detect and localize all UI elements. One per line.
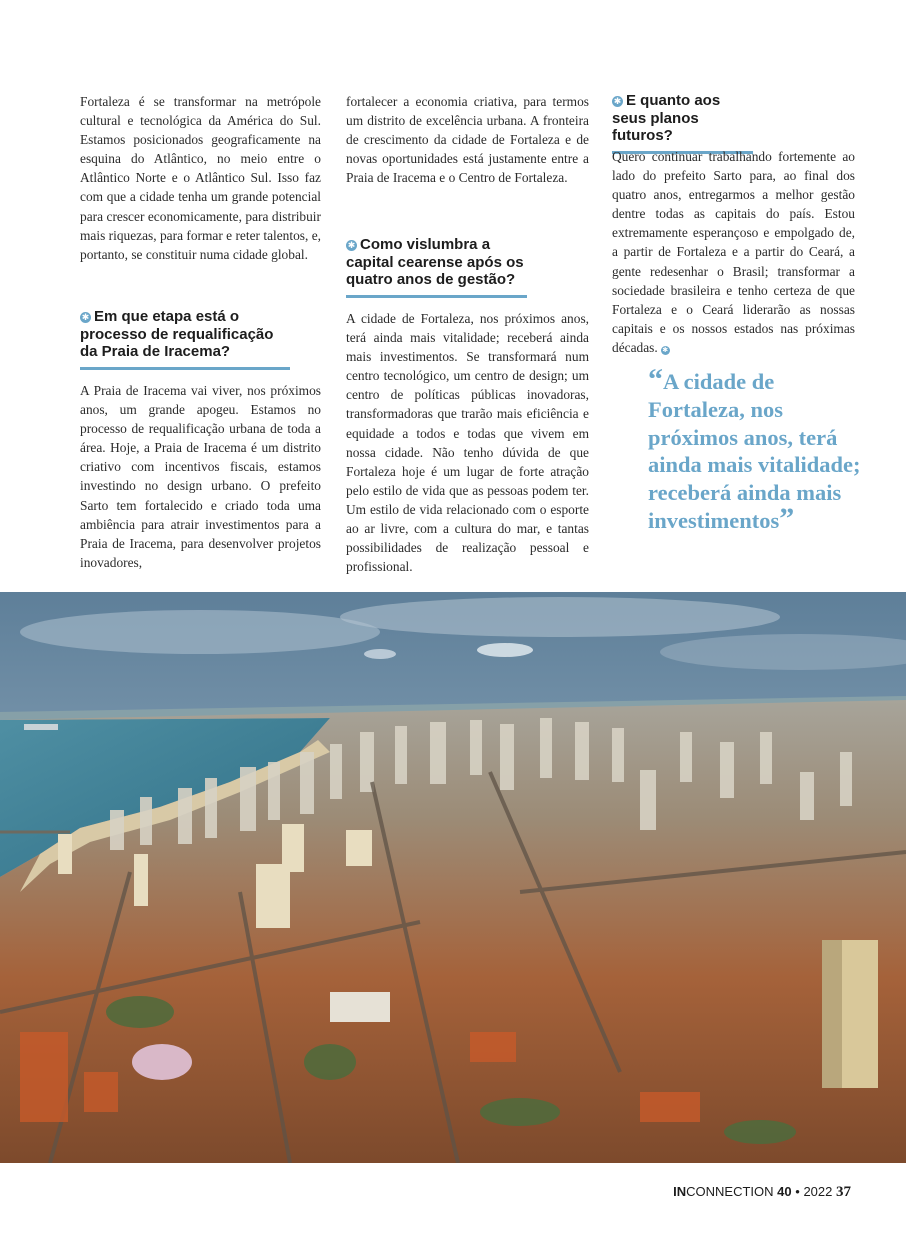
col1-intro-paragraph: Fortaleza é se transformar na metrópole cultural e tecnológica da América do Sul. Estamos posicionados geograficamente na esquina do Atlântico, no meio entre o Atlântico Norte e o Atlântico Sul. Isso faz com que a cidade tenha um grande potencial para crescer economicamente, para distribuir mais riquezas, para formar e reter talentos, e, portanto, se constituir numa cidade global. bbox=[80, 94, 321, 262]
question-3-heading bbox=[612, 92, 753, 154]
page-number: 37 bbox=[836, 1184, 851, 1200]
question-1-heading bbox=[80, 308, 290, 370]
col2-intro-paragraph: fortalecer a economia criativa, para termos um distrito de excelência urbana. A fronteira de crescimento da cidade de Fortaleza e de novas oportunidades está justamente entre a Praia de Iracema e o Centro de Fortaleza. bbox=[346, 94, 589, 186]
issue-number: 40 bbox=[777, 1184, 792, 1199]
column-1 bbox=[80, 92, 321, 264]
column-2-answer bbox=[346, 309, 589, 576]
question-2-answer: A cidade de Fortaleza, nos próximos anos, terá ainda mais vitalidade; receberá ainda mais investimentos. Se transformará num centro tecnológico, um centro de design; um centro de políticas públicas inovadoras, transformadoras que trarão mais eficiência e equidade a todos e todas que vivem em nossa cidade. Não tenho dúvida de que Fortaleza hoje é um lugar de forte atração pelo estilo de vida que as pessoas podem ter. Um estilo de vida relacionado com o esporte ao ar livre, com a cultura do mar, e tantas possibilidades de realização pessoal e profissional. bbox=[346, 311, 589, 575]
question-2-heading bbox=[346, 236, 527, 298]
star-bullet-icon: ✱ bbox=[81, 312, 90, 322]
pull-quote-text: A cidade de Fortaleza, nos próximos anos, terá ainda mais vitalidade; receberá ainda mais investimentos bbox=[648, 369, 861, 533]
brand-in: IN bbox=[673, 1184, 687, 1199]
pull-quote bbox=[648, 363, 868, 535]
question-2-rule bbox=[346, 295, 527, 298]
brand-connection: CONNECTION bbox=[686, 1184, 774, 1199]
question-3-answer: Quero continuar trabalhando fortemente ao lado do prefeito Sarto para, ao final dos quatro anos, entregarmos a melhor gestão dentre todas as capitais do país. Estou extremamente esperançoso e empolgado de, a partir de Fortaleza e a partir do Ceará, a gente redesenhar o Brasil; transformar a sociedade brasileira e tenho certeza de que Fortaleza e o Ceará liderarão as nossas capitais e os nossos estados nas próximas décadas. bbox=[612, 149, 855, 355]
end-of-article-icon: ✱ bbox=[662, 345, 669, 354]
question-1-answer: A Praia de Iracema vai viver, nos próximos anos, um grande apogeu. Estamos no processo de requalificação urbana de toda a área. Hoje, a Praia de Iracema é um distrito criativo com incentivos fiscais, estamos investindo no design urbano. O prefeito Sarto tem fortalecido e criado toda uma ambiência para atrair investimentos para a Praia de Iracema, para desenvolver projetos inovadores, bbox=[80, 383, 321, 570]
issue-year: 2022 bbox=[803, 1184, 833, 1199]
close-quote-mark: ” bbox=[779, 501, 795, 535]
star-bullet-icon: ✱ bbox=[347, 240, 356, 250]
column-1-answer bbox=[80, 381, 321, 572]
column-2 bbox=[346, 92, 589, 187]
question-3-title: E quanto aos seus planos futuros? bbox=[612, 92, 721, 144]
open-quote-mark: “ bbox=[648, 363, 663, 396]
star-bullet-icon: ✱ bbox=[613, 96, 622, 106]
footer-separator: • bbox=[795, 1184, 800, 1199]
aerial-city-photo bbox=[0, 592, 906, 1163]
question-1-title: Em que etapa está o processo de requalificação da Praia de Iracema? bbox=[80, 308, 274, 360]
question-1-rule bbox=[80, 367, 290, 370]
column-3-answer bbox=[612, 147, 855, 357]
question-2-title: Como vislumbra a capital cearense após os quatro anos de gestão? bbox=[346, 236, 524, 288]
page-footer bbox=[673, 1184, 851, 1201]
